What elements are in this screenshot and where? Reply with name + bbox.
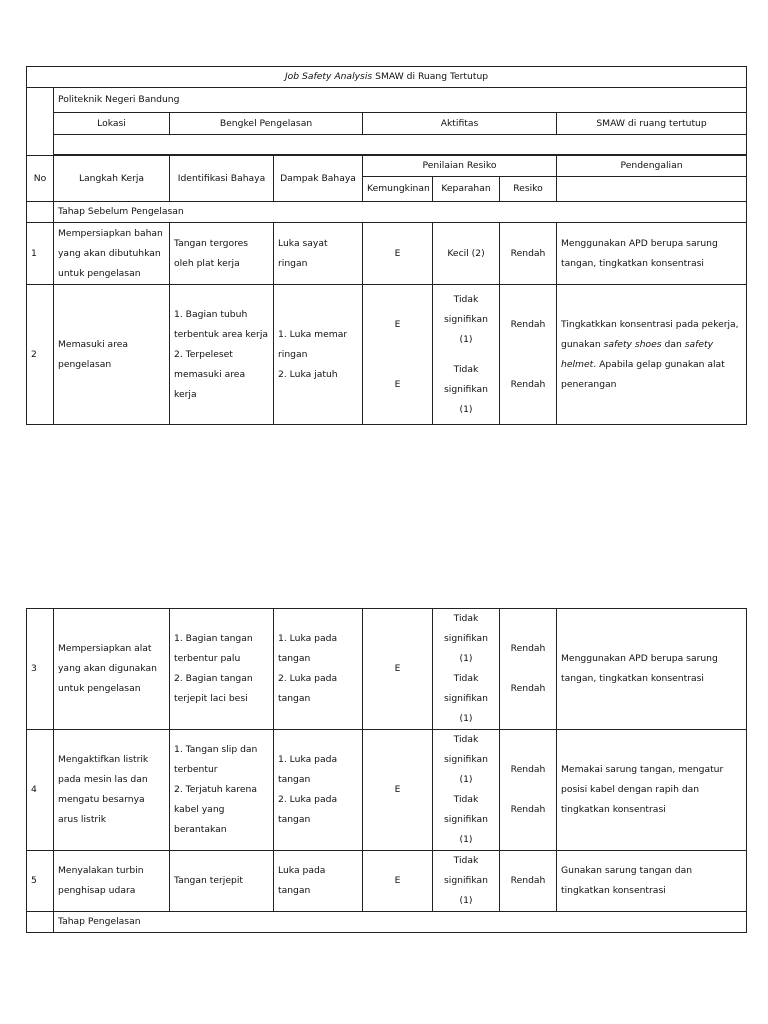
dampak-cell xyxy=(274,609,363,730)
keparahan-cell xyxy=(433,609,500,730)
row-no: 3 xyxy=(27,609,54,730)
resiko-cell xyxy=(500,730,557,851)
kemungkinan-cell: E xyxy=(363,730,433,851)
keparahan-item-2: Tidak signifikan (1) xyxy=(444,363,488,415)
col-header-resiko: Resiko xyxy=(500,177,557,202)
col-header-dampak: Dampak Bahaya xyxy=(274,156,363,202)
keparahan-cell xyxy=(433,285,500,425)
lokasi-value: Bengkel Pengelasan xyxy=(170,113,363,135)
blank-cell xyxy=(27,912,54,933)
dampak-cell: Luka sayat ringan xyxy=(274,223,363,285)
keparahan-item-2: Tidak signifikan (1) xyxy=(444,794,488,845)
identifikasi-cell xyxy=(170,609,274,730)
blank-row xyxy=(54,135,747,155)
pengendalian-cell: Menggunakan APD berupa sarung tangan, tingkatkan konsentrasi xyxy=(557,609,747,730)
resiko-cell xyxy=(500,609,557,730)
table-row xyxy=(27,851,747,912)
dampak-cell xyxy=(274,730,363,851)
section-before-welding: Tahap Sebelum Pengelasan xyxy=(54,202,747,223)
resiko-cell xyxy=(500,285,557,425)
col-header-keparahan: Keparahan xyxy=(433,177,500,202)
table-row xyxy=(27,730,747,851)
pengendalian-cell: Gunakan sarung tangan dan tingkatkan konsentrasi xyxy=(557,851,747,912)
langkah-cell: Mengaktifkan listrik pada mesin las dan mengatu besarnya arus listrik xyxy=(54,730,170,851)
pengendalian-cell: Menggunakan APD berupa sarung tangan, tingkatkan konsentrasi xyxy=(557,223,747,285)
keparahan-item-1: Tidak signifikan (1) xyxy=(444,293,488,345)
resiko-item-2: Rendah xyxy=(510,378,546,390)
resiko-cell: Rendah xyxy=(500,223,557,285)
table-row xyxy=(27,609,747,730)
col-header-pengendalian: Pendengalian xyxy=(557,156,747,177)
identifikasi-cell xyxy=(170,285,274,425)
langkah-cell: Mempersiapkan bahan yang akan dibutuhkan untuk pengelasan xyxy=(54,223,170,285)
dampak-item-2: 2. Luka pada tangan xyxy=(278,673,338,704)
blank-cell xyxy=(27,202,54,223)
jsa-table-bottom xyxy=(26,608,747,933)
col-header-langkah: Langkah Kerja xyxy=(54,156,170,202)
jsa-table-top xyxy=(26,66,747,425)
blank-cell xyxy=(27,88,54,156)
resiko-item-1: Rendah xyxy=(510,318,546,330)
col-header-no: No xyxy=(27,156,54,202)
row-no: 1 xyxy=(27,223,54,285)
identifikasi-item-2: 2. Terjatuh karena kabel yang berantakan xyxy=(174,784,257,835)
dampak-item-2: 2. Luka jatuh xyxy=(278,368,338,380)
identifikasi-item-2: 2. Bagian tangan terjepit laci besi xyxy=(174,673,253,704)
identifikasi-item-2: 2. Terpeleset memasuki area kerja xyxy=(174,348,246,400)
table-row xyxy=(27,285,747,425)
resiko-item-2: Rendah xyxy=(510,804,546,815)
col-header-penilaian: Penilaian Resiko xyxy=(363,156,557,177)
dampak-cell xyxy=(274,285,363,425)
resiko-item-1: Rendah xyxy=(510,764,546,775)
section-welding: Tahap Pengelasan xyxy=(54,912,747,933)
identifikasi-cell: Tangan terjepit xyxy=(170,851,274,912)
identifikasi-item-1: 1. Bagian tubuh terbentuk area kerja xyxy=(174,308,269,340)
keparahan-item-1: Tidak signifikan (1) xyxy=(444,734,488,785)
keparahan-item-2: Tidak signifikan (1) xyxy=(444,673,488,724)
keparahan-cell: Tidak signifikan (1) xyxy=(433,851,500,912)
langkah-cell: Mempersiapkan alat yang akan digunakan untuk pengelasan xyxy=(54,609,170,730)
keparahan-item-1: Tidak signifikan (1) xyxy=(444,613,488,664)
identifikasi-item-1: 1. Tangan slip dan terbentur xyxy=(174,744,258,775)
identifikasi-item-1: 1. Bagian tangan terbentur palu xyxy=(174,633,253,664)
keparahan-cell xyxy=(433,730,500,851)
resiko-item-2: Rendah xyxy=(510,683,546,694)
identifikasi-cell xyxy=(170,730,274,851)
dampak-item-1: 1. Luka pada tangan xyxy=(278,633,338,664)
row-no: 2 xyxy=(27,285,54,425)
pengendalian-cell: Tingkatkkan konsentrasi pada pekerja, gunakan safety shoes dan safety helmet. Apabila gelap gunakan alat penerangan xyxy=(557,285,747,425)
kemungkinan-cell xyxy=(363,285,433,425)
aktifitas-label: Aktifitas xyxy=(363,113,557,135)
kemungkinan-item-2: E xyxy=(394,378,401,390)
col-header-kemungkinan: Kemungkinan xyxy=(363,177,433,202)
dampak-item-1: 1. Luka memar ringan xyxy=(278,328,348,360)
kemungkinan-cell: E xyxy=(363,851,433,912)
langkah-cell: Memasuki area pengelasan xyxy=(54,285,170,425)
identifikasi-cell: Tangan tergores oleh plat kerja xyxy=(170,223,274,285)
aktifitas-value: SMAW di ruang tertutup xyxy=(557,113,747,135)
lokasi-label: Lokasi xyxy=(54,113,170,135)
blank-cell xyxy=(557,177,747,202)
kemungkinan-cell: E xyxy=(363,609,433,730)
kemungkinan-cell: E xyxy=(363,223,433,285)
row-no: 5 xyxy=(27,851,54,912)
dampak-cell: Luka pada tangan xyxy=(274,851,363,912)
table-row xyxy=(27,223,747,285)
document-title: Job Safety Analysis SMAW di Ruang Tertutup xyxy=(27,67,747,88)
institution-name: Politeknik Negeri Bandung xyxy=(54,88,747,113)
pengendalian-cell: Memakai sarung tangan, mengatur posisi kabel dengan rapih dan tingkatkan konsentrasi xyxy=(557,730,747,851)
dampak-item-2: 2. Luka pada tangan xyxy=(278,794,338,825)
col-header-identifikasi: Identifikasi Bahaya xyxy=(170,156,274,202)
langkah-cell: Menyalakan turbin penghisap udara xyxy=(54,851,170,912)
dampak-item-1: 1. Luka pada tangan xyxy=(278,754,338,785)
keparahan-cell: Kecil (2) xyxy=(433,223,500,285)
resiko-cell: Rendah xyxy=(500,851,557,912)
row-no: 4 xyxy=(27,730,54,851)
resiko-item-1: Rendah xyxy=(510,643,546,654)
kemungkinan-item-1: E xyxy=(394,318,401,330)
